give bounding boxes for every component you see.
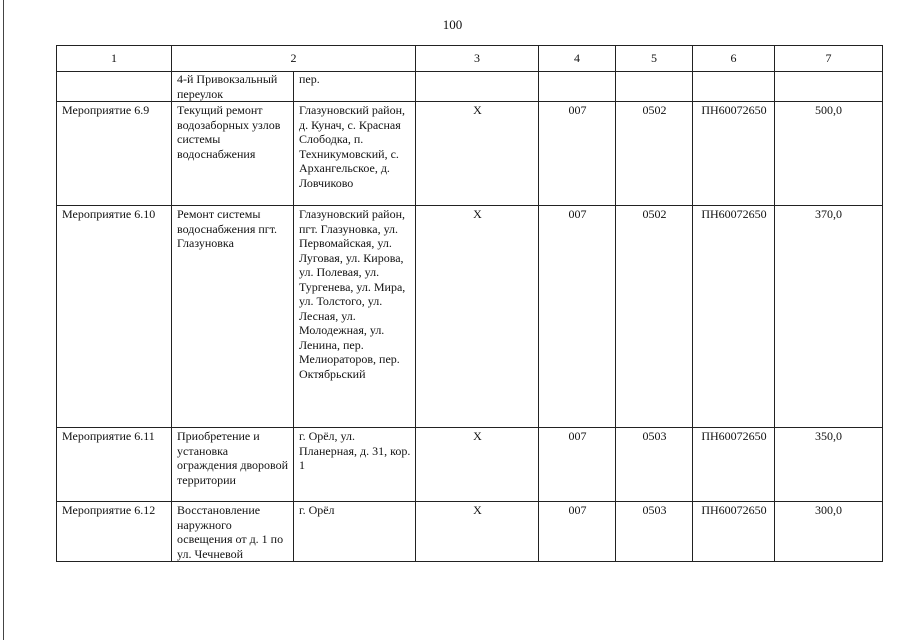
cell-col3: X [416,428,539,502]
cell-title: Приобретение и установка ограждения дворовой территории [172,428,294,502]
cell-col5: 0502 [616,206,693,428]
cell-empty [616,72,693,102]
cell-measure: Мероприятие 6.10 [57,206,172,428]
cell-col6: ПН60072650 [693,502,775,562]
header-col-4: 4 [539,46,616,72]
cell-col7: 350,0 [775,428,883,502]
cell-col5: 0502 [616,102,693,206]
header-col-5: 5 [616,46,693,72]
cell-address: Глазуновский район, д. Кунач, с. Красная Слободка, п. Техникумовский, с. Архангельское, д. Ловчиково [294,102,416,206]
cell-col7: 370,0 [775,206,883,428]
cell-col4: 007 [539,206,616,428]
cell-empty [57,72,172,102]
table-row-continuation [57,72,883,102]
cell-address: г. Орёл [294,502,416,562]
cell-col4: 007 [539,502,616,562]
table-row [57,428,883,502]
cell-col4: 007 [539,102,616,206]
table-row [57,102,883,206]
cell-street-type: пер. [294,72,416,102]
cell-title: Ремонт системы водоснабжения пгт. Глазуновка [172,206,294,428]
cell-col3: X [416,502,539,562]
cell-empty [693,72,775,102]
header-row [57,46,883,72]
cell-col6: ПН60072650 [693,102,775,206]
cell-col7: 500,0 [775,102,883,206]
header-col-2: 2 [172,46,416,72]
cell-col3: X [416,102,539,206]
header-col-1: 1 [57,46,172,72]
page-number: 100 [442,17,463,32]
cell-measure: Мероприятие 6.9 [57,102,172,206]
cell-title: Текущий ремонт водозаборных узлов системы водоснабжения [172,102,294,206]
cell-col6: ПН60072650 [693,428,775,502]
cell-address: г. Орёл, ул. Планерная, д. 31, кор. 1 [294,428,416,502]
header-col-3: 3 [416,46,539,72]
cell-measure: Мероприятие 6.11 [57,428,172,502]
cell-col4: 007 [539,428,616,502]
cell-empty [775,72,883,102]
cell-title: Восстановление наружного освещения от д. 1 по ул. Чечневой [172,502,294,562]
cell-street-name: 4-й Привокзальный переулок [172,72,294,102]
budget-table [56,45,883,562]
cell-col3: X [416,206,539,428]
cell-empty [416,72,539,102]
cell-col7: 300,0 [775,502,883,562]
page-left-edge [3,0,4,640]
cell-measure: Мероприятие 6.12 [57,502,172,562]
cell-address: Глазуновский район, пгт. Глазуновка, ул. Первомайская, ул. Луговая, ул. Кирова, ул. Полевая, ул. Тургенева, ул. Мира, ул. Толстого, ул. Лесная, ул. Молодежная, ул. Ленина, пер. Мелиораторов, пер. Октябрьский [294,206,416,428]
cell-col6: ПН60072650 [693,206,775,428]
header-col-6: 6 [693,46,775,72]
cell-col5: 0503 [616,502,693,562]
header-col-7: 7 [775,46,883,72]
cell-col5: 0503 [616,428,693,502]
table-row [57,502,883,562]
cell-empty [539,72,616,102]
table-row [57,206,883,428]
